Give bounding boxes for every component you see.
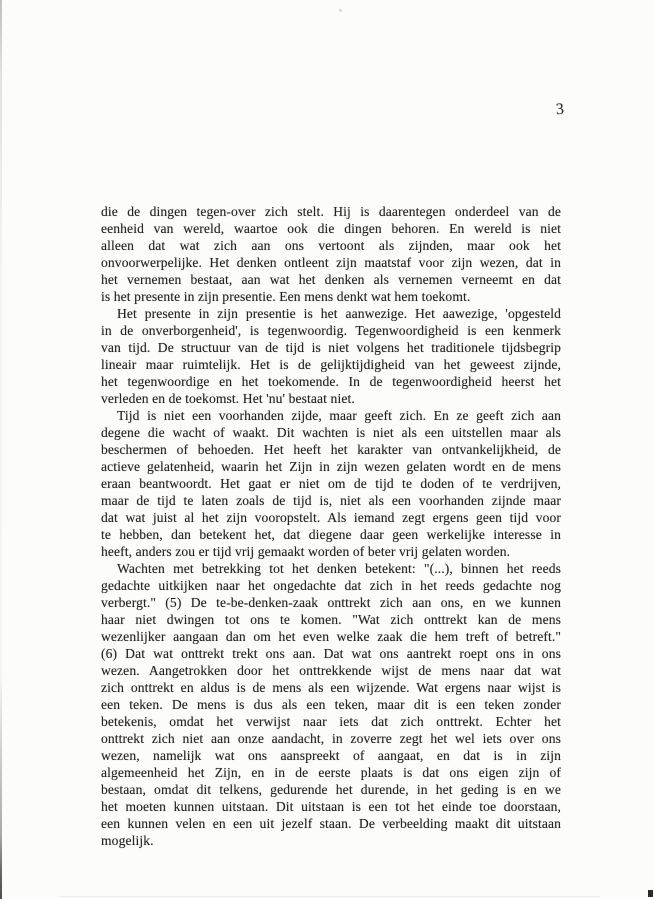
text-line: lineair maar ruimtelijk. Het is de gelijktijdigheid van het geweest zijnde, bbox=[101, 357, 561, 372]
text-line: Tijd is niet een voorhanden zijde, maar geeft zich. En ze geeft zich aan bbox=[117, 408, 561, 423]
text-line: Wachten met betrekking tot het denken betekent: "(...), binnen het reeds bbox=[117, 561, 561, 576]
text-line: haar niet dwingen tot ons te komen. "Wat zich onttrekt kan de mens bbox=[101, 612, 561, 627]
text-line: mogelijk. bbox=[101, 833, 154, 848]
scanner-edge-artifact bbox=[0, 0, 2, 899]
page-number: 3 bbox=[555, 100, 565, 119]
text-line: zich onttrekt en aldus is de mens als een wijzende. Wat ergens naar wijst is bbox=[101, 680, 561, 695]
text-line: te hebben, dan betekent het, dat diegene daar geen werkelijke interesse in bbox=[101, 527, 561, 542]
text-line: een teken. De mens is dus als een teken, maar dit is een teken zonder bbox=[101, 697, 561, 712]
text-line: beschermen of behoeden. Het heeft het karakter van ontvankelijkheid, de bbox=[101, 442, 561, 457]
text-line: onttrekt zich niet aan onze aandacht, in zoverre zegt het wel iets over ons bbox=[101, 731, 561, 746]
text-line: een kunnen velen en een uit jezelf staan. De verbeelding maakt dit uitstaan bbox=[101, 816, 561, 831]
text-line: het vernemen bestaat, aan wat het denken als vernemen verneemt en dat bbox=[101, 272, 561, 287]
text-block bbox=[101, 203, 561, 849]
text-line: Het presente in zijn presentie is het aanwezige. Het aawezige, 'opgesteld bbox=[117, 306, 561, 321]
text-line: (6) Dat wat onttrekt trekt ons aan. Dat wat ons aantrekt roept ons in ons bbox=[101, 646, 561, 661]
text-line: is het presente in zijn presentie. Een mens denkt wat hem toekomt. bbox=[101, 289, 471, 304]
text-line: die de dingen tegen-over zich stelt. Hij is daarentegen onderdeel van de bbox=[101, 204, 561, 219]
paragraph bbox=[101, 305, 561, 407]
text-line: verleden en de toekomst. Het 'nu' bestaat niet. bbox=[101, 391, 355, 406]
text-line: alleen dat wat zich aan ons vertoont als zijnden, maar ook het bbox=[101, 238, 561, 253]
text-line: maar de tijd te laten zoals de tijd is, niet als een voorhanden zijnde maar bbox=[101, 493, 561, 508]
text-line: algemeenheid het Zijn, en in de eerste plaats is dat ons eigen zijn of bbox=[101, 765, 561, 780]
text-line: het tegenwoordige en het toekomende. In de tegenwoordigheid heerst het bbox=[101, 374, 561, 389]
text-line: verbergt." (5) De te-be-denken-zaak onttrekt zich aan ons, en we kunnen bbox=[101, 595, 561, 610]
scan-smudge bbox=[60, 896, 600, 897]
text-line: van tijd. De structuur van de tijd is niet volgens het traditionele tijdsbegrip bbox=[101, 340, 561, 355]
text-line: degene die wacht of waakt. Dit wachten is niet als een uitstellen maar als bbox=[101, 425, 561, 440]
text-line: onvoorwerpelijke. Het denken ontleent zijn maatstaf voor zijn wezen, dat in bbox=[101, 255, 561, 270]
text-line: heeft, anders zou er tijd vrij gemaakt worden of beter vrij gelaten worden. bbox=[101, 544, 511, 559]
text-line: gedachte uitkijken naar het ongedachte dat zich in het reeds gedachte nog bbox=[101, 578, 561, 593]
scan-speck bbox=[339, 9, 342, 12]
text-line: wezen, namelijk wat ons aanspreekt of aangaat, en dat is in zijn bbox=[101, 748, 561, 763]
text-line: bestaan, omdat dit telkens, gedurende het durende, in het geding is en we bbox=[101, 782, 561, 797]
paragraph bbox=[101, 203, 561, 305]
text-line: wezen. Aangetrokken door het onttrekkende wijst de mens naar dat wat bbox=[101, 663, 561, 678]
text-line: in de onverborgenheid', is tegenwoordig. Tegenwoordigheid is een kenmerk bbox=[101, 323, 561, 338]
text-line: actieve gelatenheid, waarin het Zijn in zijn wezen gelaten wordt en de mens bbox=[101, 459, 561, 474]
text-line: dat wat juist al het zijn vooropstelt. Als iemand zegt ergens geen tijd voor bbox=[101, 510, 561, 525]
text-line: het moeten kunnen uitstaan. Dit uitstaan is een tot het einde toe doorstaan, bbox=[101, 799, 561, 814]
paragraph bbox=[101, 560, 561, 849]
text-line: wezenlijker aangaan dan om het even welke zaak die hem treft of betreft." bbox=[101, 629, 561, 644]
text-line: betekenis, omdat het verwijst naar iets dat zich onttrekt. Echter het bbox=[101, 714, 561, 729]
scan-corner-mark bbox=[648, 890, 653, 897]
text-line: eenheid van wereld, waartoe ook die dingen behoren. En wereld is niet bbox=[101, 221, 561, 236]
paragraph bbox=[101, 407, 561, 560]
text-line: eraan beantwoordt. Het gaat er niet om de tijd te doden of te verdrijven, bbox=[101, 476, 561, 491]
